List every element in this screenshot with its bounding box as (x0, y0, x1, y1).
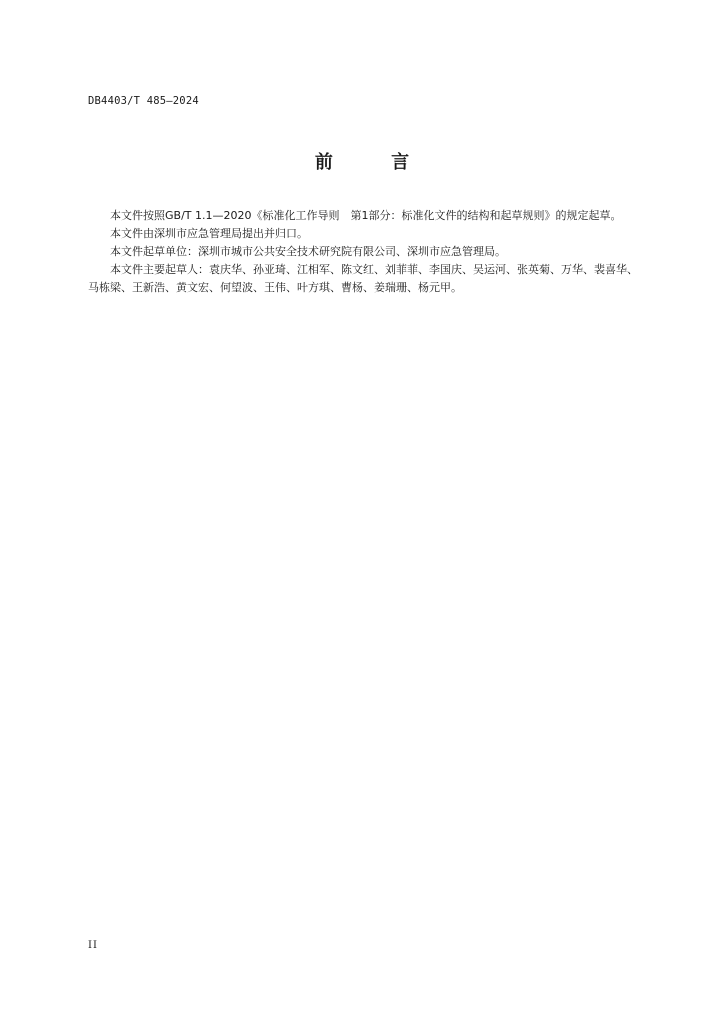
paragraph-drafters: 本文件主要起草人：袁庆华、孙亚琦、江相军、陈文红、刘菲菲、李国庆、吴运河、张英菊、万华、裴喜华、马栋梁、王新浩、黄文宏、何望波、王伟、叶方琪、曹杨、姜瑞珊、杨元甲。 (88, 263, 638, 294)
paragraph-drafting-basis: 本文件按照GB/T 1.1—2020《标准化工作导则 第1部分：标准化文件的结构和起草规则》的规定起草。 (110, 209, 622, 222)
page-number: II (88, 940, 98, 951)
paragraph-proposer: 本文件由深圳市应急管理局提出并归口。 (110, 227, 308, 240)
paragraph-drafting-units: 本文件起草单位：深圳市城市公共安全技术研究院有限公司、深圳市应急管理局。 (110, 245, 506, 258)
section-title: 前 言 (314, 152, 436, 173)
section-body (88, 207, 638, 297)
document-code: DB4403/T 485—2024 (88, 95, 199, 107)
